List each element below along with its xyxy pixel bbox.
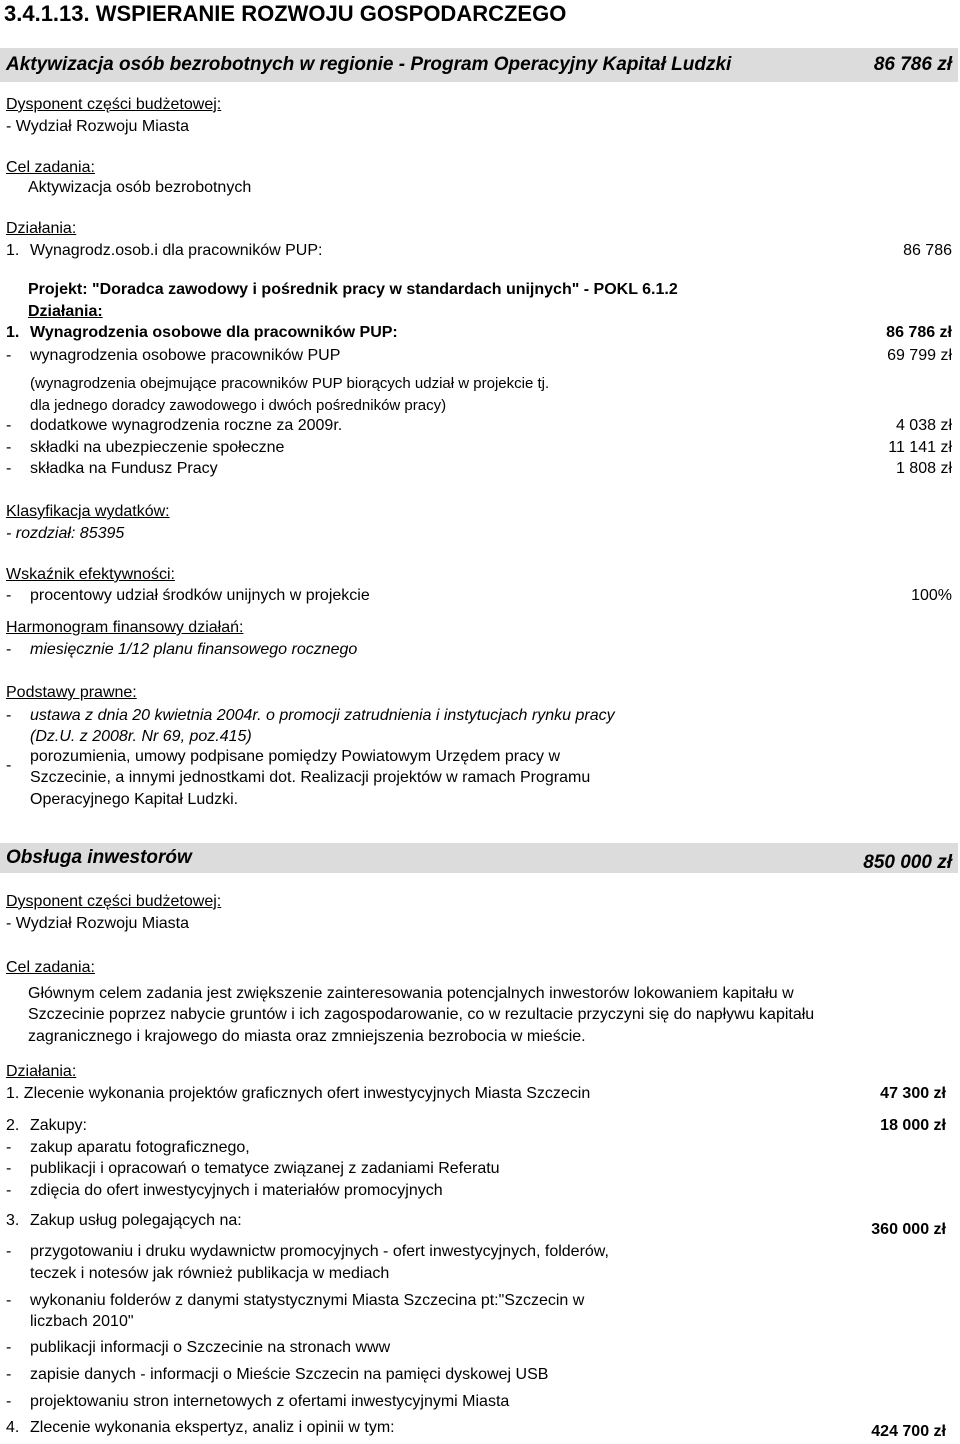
goal-text: Szczecinie poprzez nabycie gruntów i ich zagospodarowanie, co w rezultacie przyczyni się do napływu kapitału	[28, 1006, 815, 1023]
efficiency-label: Wskaźnik efektywności:	[6, 566, 175, 583]
section-amount: 86 786 zł	[873, 54, 952, 75]
sub-action-number: 1.	[6, 324, 20, 341]
item-dash: -	[6, 347, 12, 364]
action-text: Zakupy:	[30, 1117, 87, 1134]
list-item: projektowaniu stron internetowych z ofertami inwestycyjnymi Miasta	[30, 1393, 510, 1410]
schedule-label: Harmonogram finansowy działań:	[6, 619, 244, 636]
efficiency-value: 100%	[911, 587, 952, 604]
item-text: składki na ubezpieczenie społeczne	[30, 439, 285, 456]
efficiency-text: procentowy udział środków unijnych w projekcie	[30, 587, 370, 604]
note-line: dla jednego doradcy zawodowego i dwóch pośredników pracy)	[30, 397, 447, 414]
item-text: dodatkowe wynagrodzenia roczne za 2009r.	[30, 417, 343, 434]
sub-action-text: Wynagrodzenia osobowe dla pracowników PUP:	[30, 324, 398, 341]
item-amount: 69 799 zł	[887, 347, 952, 364]
list-dash: -	[6, 1139, 12, 1156]
list-dash: -	[6, 1393, 12, 1410]
item-amount: 4 038 zł	[895, 417, 952, 434]
item-dash: -	[6, 439, 12, 456]
sub-actions-label: Działania:	[28, 303, 103, 320]
list-item: zapisie danych - informacji o Mieście Szczecin na pamięci dyskowej USB	[30, 1366, 549, 1383]
project-title: Projekt: "Doradca zawodowy i pośrednik pracy w standardach unijnych" - POKL 6.1.2	[28, 281, 678, 298]
item-amount: 11 141 zł	[888, 439, 952, 456]
item-amount: 1 808 zł	[895, 460, 952, 477]
action-amount: 86 786	[903, 242, 952, 259]
goal-label: Cel zadania:	[6, 959, 95, 976]
item-text: składka na Fundusz Pracy	[30, 460, 218, 477]
legal-label: Podstawy prawne:	[6, 684, 137, 701]
legal-dash: -	[6, 757, 12, 774]
legal-text: porozumienia, umowy podpisane pomiędzy Powiatowym Urzędem pracy w	[30, 748, 561, 765]
efficiency-dash: -	[6, 587, 12, 604]
action-amount: 424 700 zł	[871, 1423, 946, 1440]
list-item: liczbach 2010"	[30, 1313, 134, 1330]
goal-text: Głównym celem zadania jest zwiększenie zainteresowania potencjalnych inwestorów lokowaniem kapitału w	[28, 985, 794, 1002]
page-title: 3.4.1.13. WSPIERANIE ROZWOJU GOSPODARCZEGO	[4, 1, 567, 26]
actions-label: Działania:	[6, 220, 77, 237]
goal-value: Aktywizacja osób bezrobotnych	[28, 179, 252, 196]
sub-action-amount: 86 786 zł	[886, 324, 952, 341]
action-amount: 360 000 zł	[871, 1221, 946, 1238]
classification-value: - rozdział: 85395	[6, 525, 125, 542]
schedule-dash: -	[6, 641, 12, 658]
action-number: 3.	[6, 1212, 20, 1229]
disponent-value: - Wydział Rozwoju Miasta	[6, 915, 190, 932]
item-text: wynagrodzenia osobowe pracowników PUP	[30, 347, 341, 364]
legal-text: Szczecinie, a innymi jednostkami dot. Realizacji projektów w ramach Programu	[30, 769, 591, 786]
action-text: Zlecenie wykonania ekspertyz, analiz i opinii w tym:	[30, 1419, 395, 1436]
action-number: 2.	[6, 1117, 20, 1134]
disponent-value: - Wydział Rozwoju Miasta	[6, 118, 190, 135]
legal-text: (Dz.U. z 2008r. Nr 69, poz.415)	[30, 728, 252, 745]
list-item: teczek i notesów jak również publikacja w mediach	[30, 1265, 390, 1282]
list-dash: -	[6, 1339, 12, 1356]
list-item: zdięcia do ofert inwestycyjnych i materiałów promocyjnych	[30, 1182, 443, 1199]
list-dash: -	[6, 1366, 12, 1383]
section-amount: 850 000 zł	[863, 852, 952, 873]
list-item: publikacji informacji o Szczecinie na stronach www	[30, 1339, 391, 1356]
action-text: Wynagrodz.osob.i dla pracowników PUP:	[30, 242, 323, 259]
list-dash: -	[6, 1243, 12, 1260]
disponent-label: Dysponent części budżetowej:	[6, 96, 222, 113]
goal-text: zagranicznego i krajowego do miasta oraz zmniejszenia bezrobocia w mieście.	[28, 1028, 586, 1045]
action-amount: 18 000 zł	[880, 1117, 946, 1134]
note-line: (wynagrodzenia obejmujące pracowników PUP biorących udział w projekcie tj.	[30, 375, 550, 392]
action-text: Zakup usług polegających na:	[30, 1212, 242, 1229]
list-item: publikacji i opracowań o tematyce związanej z zadaniami Referatu	[30, 1160, 500, 1177]
schedule-text: miesięcznie 1/12 planu finansowego rocznego	[30, 641, 358, 658]
legal-dash: -	[6, 707, 12, 724]
actions-label: Działania:	[6, 1063, 77, 1080]
action-number: 1.	[6, 242, 20, 259]
legal-text: ustawa z dnia 20 kwietnia 2004r. o promocji zatrudnienia i instytucjach rynku pracy	[30, 707, 615, 724]
list-dash: -	[6, 1292, 12, 1309]
goal-label: Cel zadania:	[6, 159, 95, 176]
item-dash: -	[6, 460, 12, 477]
action-amount: 47 300 zł	[880, 1085, 946, 1102]
list-item: wykonaniu folderów z danymi statystycznymi Miasta Szczecina pt:"Szczecin w	[30, 1292, 585, 1309]
disponent-label: Dysponent części budżetowej:	[6, 893, 222, 910]
section-heading: Aktywizacja osób bezrobotnych w regionie - Program Operacyjny Kapitał Ludzki	[6, 54, 732, 75]
action-number: 4.	[6, 1419, 20, 1436]
item-dash: -	[6, 417, 12, 434]
classification-label: Klasyfikacja wydatków:	[6, 503, 170, 520]
list-dash: -	[6, 1182, 12, 1199]
list-item: zakup aparatu fotograficznego,	[30, 1139, 250, 1156]
section-heading: Obsługa inwestorów	[6, 847, 192, 868]
list-dash: -	[6, 1160, 12, 1177]
legal-text: Operacyjnego Kapitał Ludzki.	[30, 791, 239, 808]
action-text: 1. Zlecenie wykonania projektów graficznych ofert inwestycyjnych Miasta Szczecin	[6, 1085, 591, 1102]
list-item: przygotowaniu i druku wydawnictw promocyjnych - ofert inwestycyjnych, folderów,	[30, 1243, 609, 1260]
